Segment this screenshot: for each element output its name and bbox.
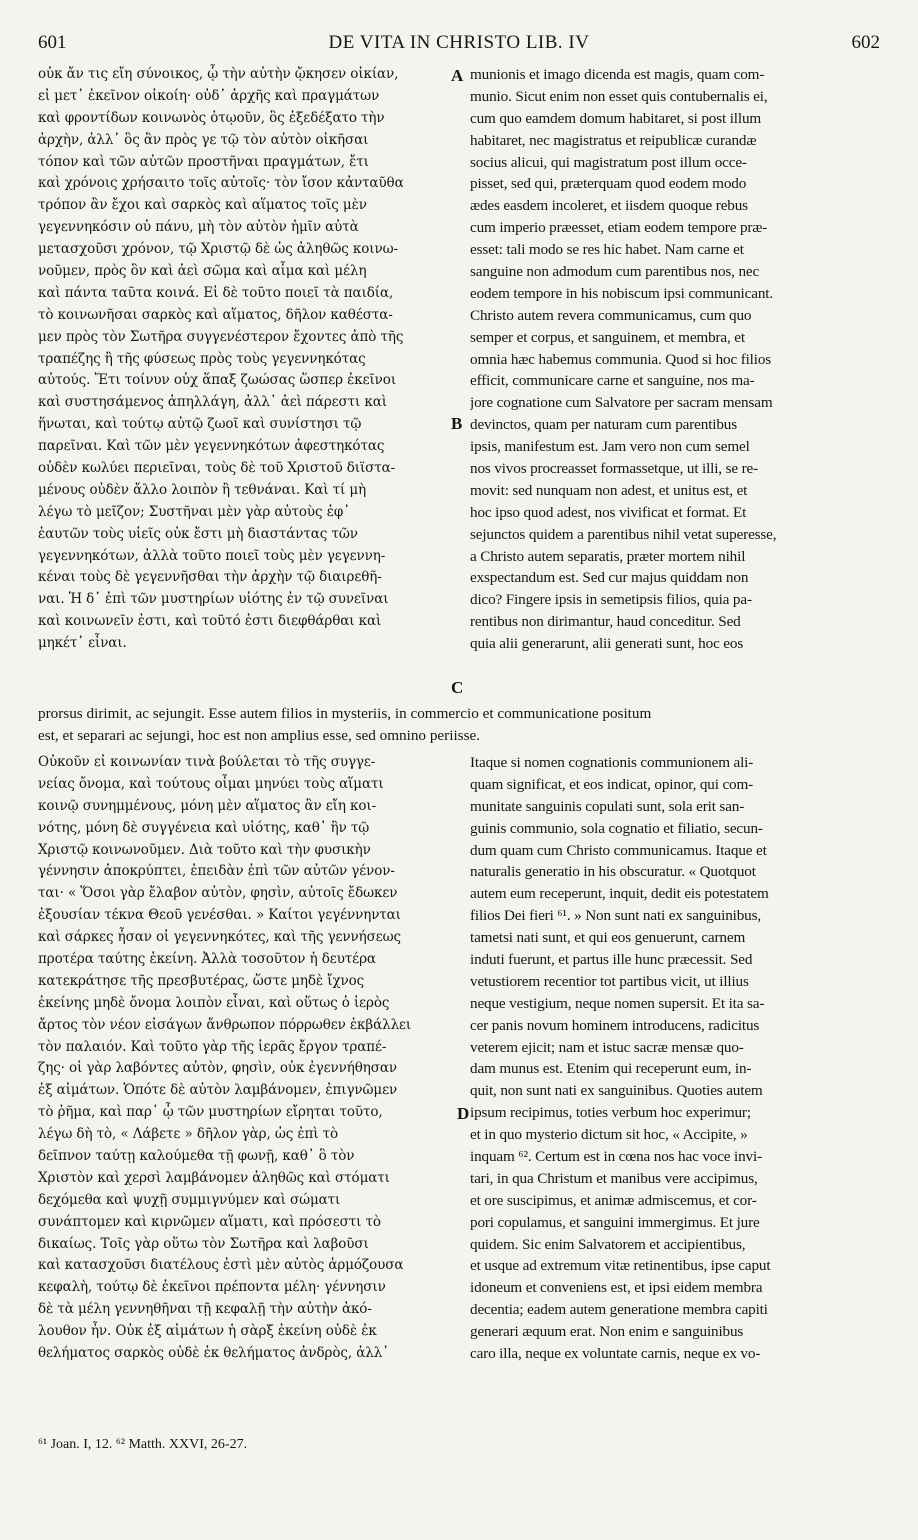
latin-text-line: devinctos, quam per naturam cum parentibus [470,416,737,434]
greek-text-line: μηκέτ᾽ εἶναι. [38,635,127,652]
greek-text-line: καὶ κατασχοῦσι διατέλους ἐστὶ μὲν αὐτὸς ἁρμόζουσα [38,1257,404,1274]
latin-text-line: generari æquum erat. Non enim e sanguinibus [470,1323,744,1341]
latin-text-line: quia alii generarunt, alii generati sunt, hoc eos [470,635,744,653]
greek-text-line: εἰ μετ᾽ ἐκεῖνον οἰκοίη· οὐδ᾽ ἀρχῆς καὶ πραγμάτων [38,87,380,104]
greek-text-line: γεγεννηκόσιν οὐ πάνυ, μὴ τὸν αὐτὸν ἡμῖν αὐτὰ [38,219,359,236]
latin-text-line: idoneum et conveniens est, et ipsi eidem membra [470,1279,763,1297]
greek-text-line: τραπέζης ἢ τῆς φύσεως πρὸς τοὺς γεγεννηκότας [38,350,366,367]
greek-text-line: Χριστὸν καὶ χερσὶ λαμβάνομεν ἀληθῶς καὶ στόματι [38,1169,390,1186]
latin-text-line: movit: sed nunquam non adest, et unitus est, et [470,481,748,499]
latin-text-line: eodem tempore in his nobiscum ipsi communicant. [470,284,773,302]
margin-marker-a: A [451,66,464,85]
greek-text-line: ται· « Ὅσοι γὰρ ἔλαβον αὐτὸν, φησὶν, αὐτοῖς ἔδωκεν [38,885,398,902]
latin-text-line: tametsi nati sunt, et qui eos genuerunt, carnem [470,929,746,947]
latin-text-line: est, et separari ac sejungi, hoc est non amplius esse, sed omnino periisse. [38,727,481,744]
latin-text-line: cum quo eamdem domum habitaret, si post illum [470,109,762,127]
latin-text-line: caro illa, neque ex voluntate carnis, neque ex vo- [470,1345,761,1363]
latin-text-line: decentia; eadem autem generatione membra capiti [470,1301,768,1319]
greek-text-line: κοινῷ συνημμένους, μόνη μὲν αἵματος ἂν εἴη κοι- [38,797,377,814]
latin-text-line: cum imperio præesset, etiam eodem tempore præ- [470,219,768,237]
greek-text-line: θελήματος σαρκὸς οὐδὲ ἐκ θελήματος ἀνδρὸς, ἀλλ᾽ [38,1345,389,1362]
page-number-left: 601 [38,32,67,53]
latin-text-line: dico? Fingere ipsis in semetipsis filios, quia pa- [470,591,752,609]
latin-text-line: quit, non sunt nati ex sanguinibus. Quoties autem [470,1082,763,1100]
margin-marker-c: C [451,678,464,697]
greek-text-line: κεφαλὴ, τούτῳ δὲ ἐκεῖνοι πρέποντα μέλη· γέννησιν [38,1279,386,1296]
margin-marker-d: D [457,1104,470,1123]
greek-text-line: οὐκ ἄν τις εἴη σύνοικος, ᾧ τὴν αὐτὴν ᾤκησεν οἰκίαν, [38,66,399,82]
greek-text-line: ἐξουσίαν τέκνα Θεοῦ γενέσθαι. » Καίτοι γεγέννηνται [38,907,401,924]
greek-text-line: δεῖπνον ταύτῃ καλούμεθα τῇ φωνῇ, καθ᾽ ὃ τὸν [38,1148,355,1165]
greek-text-line: λέγω τὸ μεῖζον; Συστῆναι μὲν γὰρ αὐτοὺς ἐφ᾽ [38,503,350,520]
latin-text-line: jore cognatione cum Salvatore per sacram mensam [470,394,773,412]
latin-text-line: neque vestigium, neque nomen supersit. Et ita sa- [470,994,765,1012]
greek-text-line: ἄρτος τὸν νέον εἰσάγων ἄνθρωπον πόρρωθεν ἐκβάλλει [38,1016,412,1033]
greek-text-line: ἐξ αἱμάτων. Ὁπότε δὲ αὐτὸν λαμβάνομεν, ἐπιγνῶμεν [38,1082,398,1099]
latin-text-line: munio. Sicut enim non esset quis contubernalis ei, [470,87,768,105]
latin-text-line: sanguine non admodum cum parentibus nos, nec [470,263,760,281]
greek-text-line: ἥνωται, καὶ τούτῳ αὐτῷ ζωοῖ καὶ συνίστησι τῷ [38,416,362,433]
latin-text-line: esset: tali modo se res hic habet. Nam carne et [470,241,744,259]
latin-text-line: omnia hæc habemus communia. Quod si hoc filios [470,350,772,368]
greek-text-line: τὸ κοινωνῆσαι σαρκὸς καὶ αἵματος, δῆλον καθέστα- [38,306,393,323]
latin-text-line: munionis et imago dicenda est magis, quam com- [470,66,765,83]
latin-text-line: et in quo mysterio dictum sit hoc, « Accipite, » [470,1126,748,1144]
greek-text-line: τὸν παλαιόν. Καὶ τοῦτο γὰρ τῆς ἱερᾶς ἔργον τραπέ- [38,1038,387,1055]
latin-text-line: tari, in qua Christum et manibus vere accipimus, [470,1169,758,1187]
greek-column-top [38,64,448,655]
greek-text-line: παρεῖναι. Καὶ τῶν μὲν γεγεννηκότων ἀφεστηκότας [38,438,385,455]
latin-text-line: inquam ⁶². Certum est in cœna nos hac voce invi- [470,1148,762,1166]
latin-text-line: induti fuerunt, et partus ille hunc præcessit. Sed [470,951,753,969]
latin-text-line: pisset, sed qui, præterquam quod eodem modo [470,175,747,193]
greek-text-line: γέννησιν ἀποκρύπτει, ἐπειδὰν ἐπὶ τῶν αὐτῶν γένον- [38,863,395,880]
greek-text-line: καὶ σάρκες ἦσαν οἱ γεγεννηκότες, καὶ τῆς γεννήσεως [38,929,402,946]
greek-column-bottom [38,752,448,1365]
greek-text-line: νείας ὄνομα, καὶ τούτους οἶμαι μηνύει τοὺς αἵματι [38,775,384,792]
greek-text-line: καὶ κοινωνεῖν ἐστι, καὶ τοῦτό ἐστι διεφθάρθαι καὶ [38,613,382,630]
greek-text-line: ἑαυτῶν τοὺς υἱεῖς οὐκ ἔστι μὴ διαστάντας τῶν [38,525,358,542]
greek-text-line: ναι. Ἡ δ᾽ ἐπὶ τῶν μυστηρίων υἱότης ἐν τῷ συνεῖναι [38,591,389,608]
latin-text-line: Christo autem revera communicamus, cum quo [470,306,752,324]
latin-text-line: semper et corpus, et sanguinem, et membra, et [470,328,745,346]
latin-text-line: exspectandum est. Sed cur majus quiddam non [470,569,749,587]
latin-column-top [470,64,880,655]
latin-text-line: quam significat, et eos indicat, opinor, qui com- [470,775,754,793]
greek-text-line: λουθον ἦν. Οὐκ ἐξ αἱμάτων ἡ σὰρξ ἐκείνη οὐδὲ ἐκ [38,1323,377,1340]
running-title: DE VITA IN CHRISTO LIB. IV [328,32,590,53]
running-header [38,32,880,58]
latin-column-bottom [470,752,880,1365]
latin-text-line: cer panis novum hominem introducens, radicitus [470,1016,760,1034]
latin-text-line: autem eum receperunt, inquit, dedit eis potestatem [470,885,769,903]
greek-text-line: Χριστῷ κοινωνοῦμεν. Διὰ τοῦτο καὶ τὴν φυσικὴν [38,841,371,858]
greek-text-line: μετασχοῦσι χρόνον, τῷ Χριστῷ δὲ ὡς ἀληθῶς κοινω- [38,241,398,258]
latin-text-line: dum quam cum Christo communicamus. Itaque et [470,841,767,859]
latin-text-line: et ore suscipimus, et animæ admiscemus, et cor- [470,1191,757,1209]
latin-text-line: sejunctos quidem a parentibus nihil vetat superesse, [470,525,777,543]
footnotes: ⁶¹ Joan. I, 12. ⁶² Matth. XXVI, 26-27. [38,1437,248,1452]
latin-text-line: prorsus dirimit, ac sejungit. Esse autem filios in mysteriis, in commercio et communicatione positum [38,705,652,722]
latin-text-line: quidem. Sic enim Salvatorem et accipientibus, [470,1235,746,1253]
greek-text-line: τρόπον ἂν ἔχοι καὶ σαρκὸς καὶ αἵματος τοῖς μὲν [38,197,367,214]
latin-text-line: habitaret, nec magistratus et reipublicæ curandæ [470,131,757,149]
latin-text-line: munitate sanguinis copulati sunt, sola erit san- [470,797,745,815]
greek-text-line: προτέρα ταύτης ἐκείνη. Ἀλλὰ τοσοῦτον ἡ δευτέρα [38,951,376,968]
greek-text-line: καὶ φροντίδων κοινωνὸς ὁτῳοῦν, ὃς ἐξεδέξατο τὴν [38,109,385,126]
latin-text-line: ædes easdem incoleret, et iisdem quoque rebus [470,197,748,215]
latin-text-line: guinis communio, sola cognatio et filiatio, secun- [470,819,763,837]
page-number-right: 602 [851,32,880,53]
greek-text-line: μένους οὐδὲν ἄλλο λοιπὸν ἢ τεθνάναι. Καὶ τί μὴ [38,481,367,498]
latin-text-line: dam munus est. Etenim qui receperunt eum, in- [470,1060,752,1078]
greek-text-line: νότης, μόνη δὲ συγγένεια καὶ υἱότης, καθ᾽ ἣν τῷ [38,819,370,836]
greek-text-line: τόπον καὶ τῶν αὐτῶν προστῆναι πραγμάτων, ἔτι [38,153,369,170]
greek-text-line: αὐτούς. Ἔτι τοίνυν οὐχ ἅπαξ ζωώσας ὥσπερ ἐκεῖνοι [38,372,397,389]
greek-text-line: οὐδὲν κωλύει περιεῖναι, τοὺς δὲ τοῦ Χριστοῦ διϊστα- [38,460,396,477]
greek-text-line: δεχόμεθα καὶ ψυχῇ συμμιγνύμεν καὶ σώματι [38,1191,341,1208]
greek-text-line: μεν πρὸς τὸν Σωτῆρα συγγενέστερον ἔχοντες ἀπὸ τῆς [38,328,404,345]
greek-text-line: ἀρχὴν, ἀλλ᾽ ὃς ἂν πρὸς γε τῷ τὸν αὐτὸν οἰκῆσαι [38,131,369,148]
greek-text-line: ἐκείνης μηδὲ ὄνομα λοιπὸν εἶναι, καὶ οὕτως ὁ ἱερὸς [38,994,390,1011]
latin-text-line: veterem ejicit; nam et istuc sacræ mensæ quo- [470,1038,744,1056]
latin-text-line: nos vivos procreasset formassetque, ut illi, se re- [470,460,759,478]
latin-text-line: ipsum recipimus, toties verbum hoc experimur; [470,1104,751,1122]
greek-text-line: Οὐκοῦν εἰ κοινωνίαν τινὰ βούλεται τὸ τῆς συγγε- [38,754,376,770]
latin-text-line: socius alicui, qui magistratum post illum occe- [470,153,747,171]
greek-text-line: συνάπτομεν καὶ κιρνῶμεν αἵματι, καὶ πρόσεστι τὸ [38,1213,381,1230]
latin-text-line: naturalis generatio in his obscuratur. « Quotquot [470,863,756,881]
latin-text-line: hoc ipso quod adest, nos vivificat et format. Et [470,503,747,521]
full-width-text [38,703,880,747]
latin-text-line: ipsis, manifestum est. Jam vero non cum semel [470,438,750,456]
latin-text-line: filios Dei fieri ⁶¹. » Non sunt nati ex sanguinibus, [470,907,761,925]
greek-text-line: λέγω δὴ τὸ, « Λάβετε » δῆλον γὰρ, ὡς ἐπὶ τὸ [38,1126,339,1143]
latin-text-line: et usque ad extremum vitæ retinentibus, ipse caput [470,1257,771,1275]
latin-text-line: efficit, communicare carne et sanguine, nos ma- [470,372,755,390]
latin-text-line: pori copulamus, et sanguini immergimus. Et jure [470,1213,760,1231]
greek-text-line: καὶ πάντα ταῦτα κοινά. Εἰ δὲ τοῦτο ποιεῖ τὰ παιδία, [38,284,394,301]
greek-text-line: δὲ τὰ μέλη γεννηθῆναι τῇ κεφαλῇ τὴν αὐτὴν ἀκό- [38,1301,372,1318]
greek-text-line: καὶ χρόνοις χρήσαιτο τοῖς αὐτοῖς· τὸν ἴσον κἀνταῦθα [38,175,404,192]
margin-marker-b: B [451,414,463,433]
greek-text-line: καὶ συστησάμενος ἀπηλλάγη, ἀλλ᾽ ἀεὶ πάρεστι καὶ [38,394,387,411]
latin-text-line: vetustiorem recentior tot partibus vicit, ut illius [470,972,749,990]
greek-text-line: γεγεννηκότων, ἀλλὰ τοῦτο ποιεῖ τοὺς μὲν γεγεννη- [38,547,386,564]
greek-text-line: νοῦμεν, πρὸς ὃν καὶ ἀεὶ σῶμα καὶ αἷμα καὶ μέλη [38,263,367,280]
greek-text-line: δικαίως. Τοῖς γὰρ οὕτω τὸν Σωτῆρα καὶ λαβοῦσι [38,1235,369,1252]
greek-text-line: κέναι τοὺς δὲ γεγεννῆσθαι τὴν ἀρχὴν τῷ διαιρεθῆ- [38,569,382,586]
latin-text-line: a Christo autem separatis, præter mortem nihil [470,547,746,565]
greek-text-line: κατεκράτησε τῆς πρεσβυτέρας, ὥστε μηδὲ ἴχνος [38,972,365,989]
latin-text-line: Itaque si nomen cognationis communionem ali- [470,754,754,771]
greek-text-line: τὸ ῥῆμα, καὶ παρ᾽ ᾧ τῶν μυστηρίων εἴρηται τοῦτο, [38,1104,383,1121]
latin-text-line: rentibus non dirimantur, haud conceditur. Sed [470,613,741,631]
greek-text-line: ζης· οἱ γὰρ λαβόντες αὐτὸν, φησὶν, οὐκ ἐγεννήθησαν [38,1060,397,1077]
